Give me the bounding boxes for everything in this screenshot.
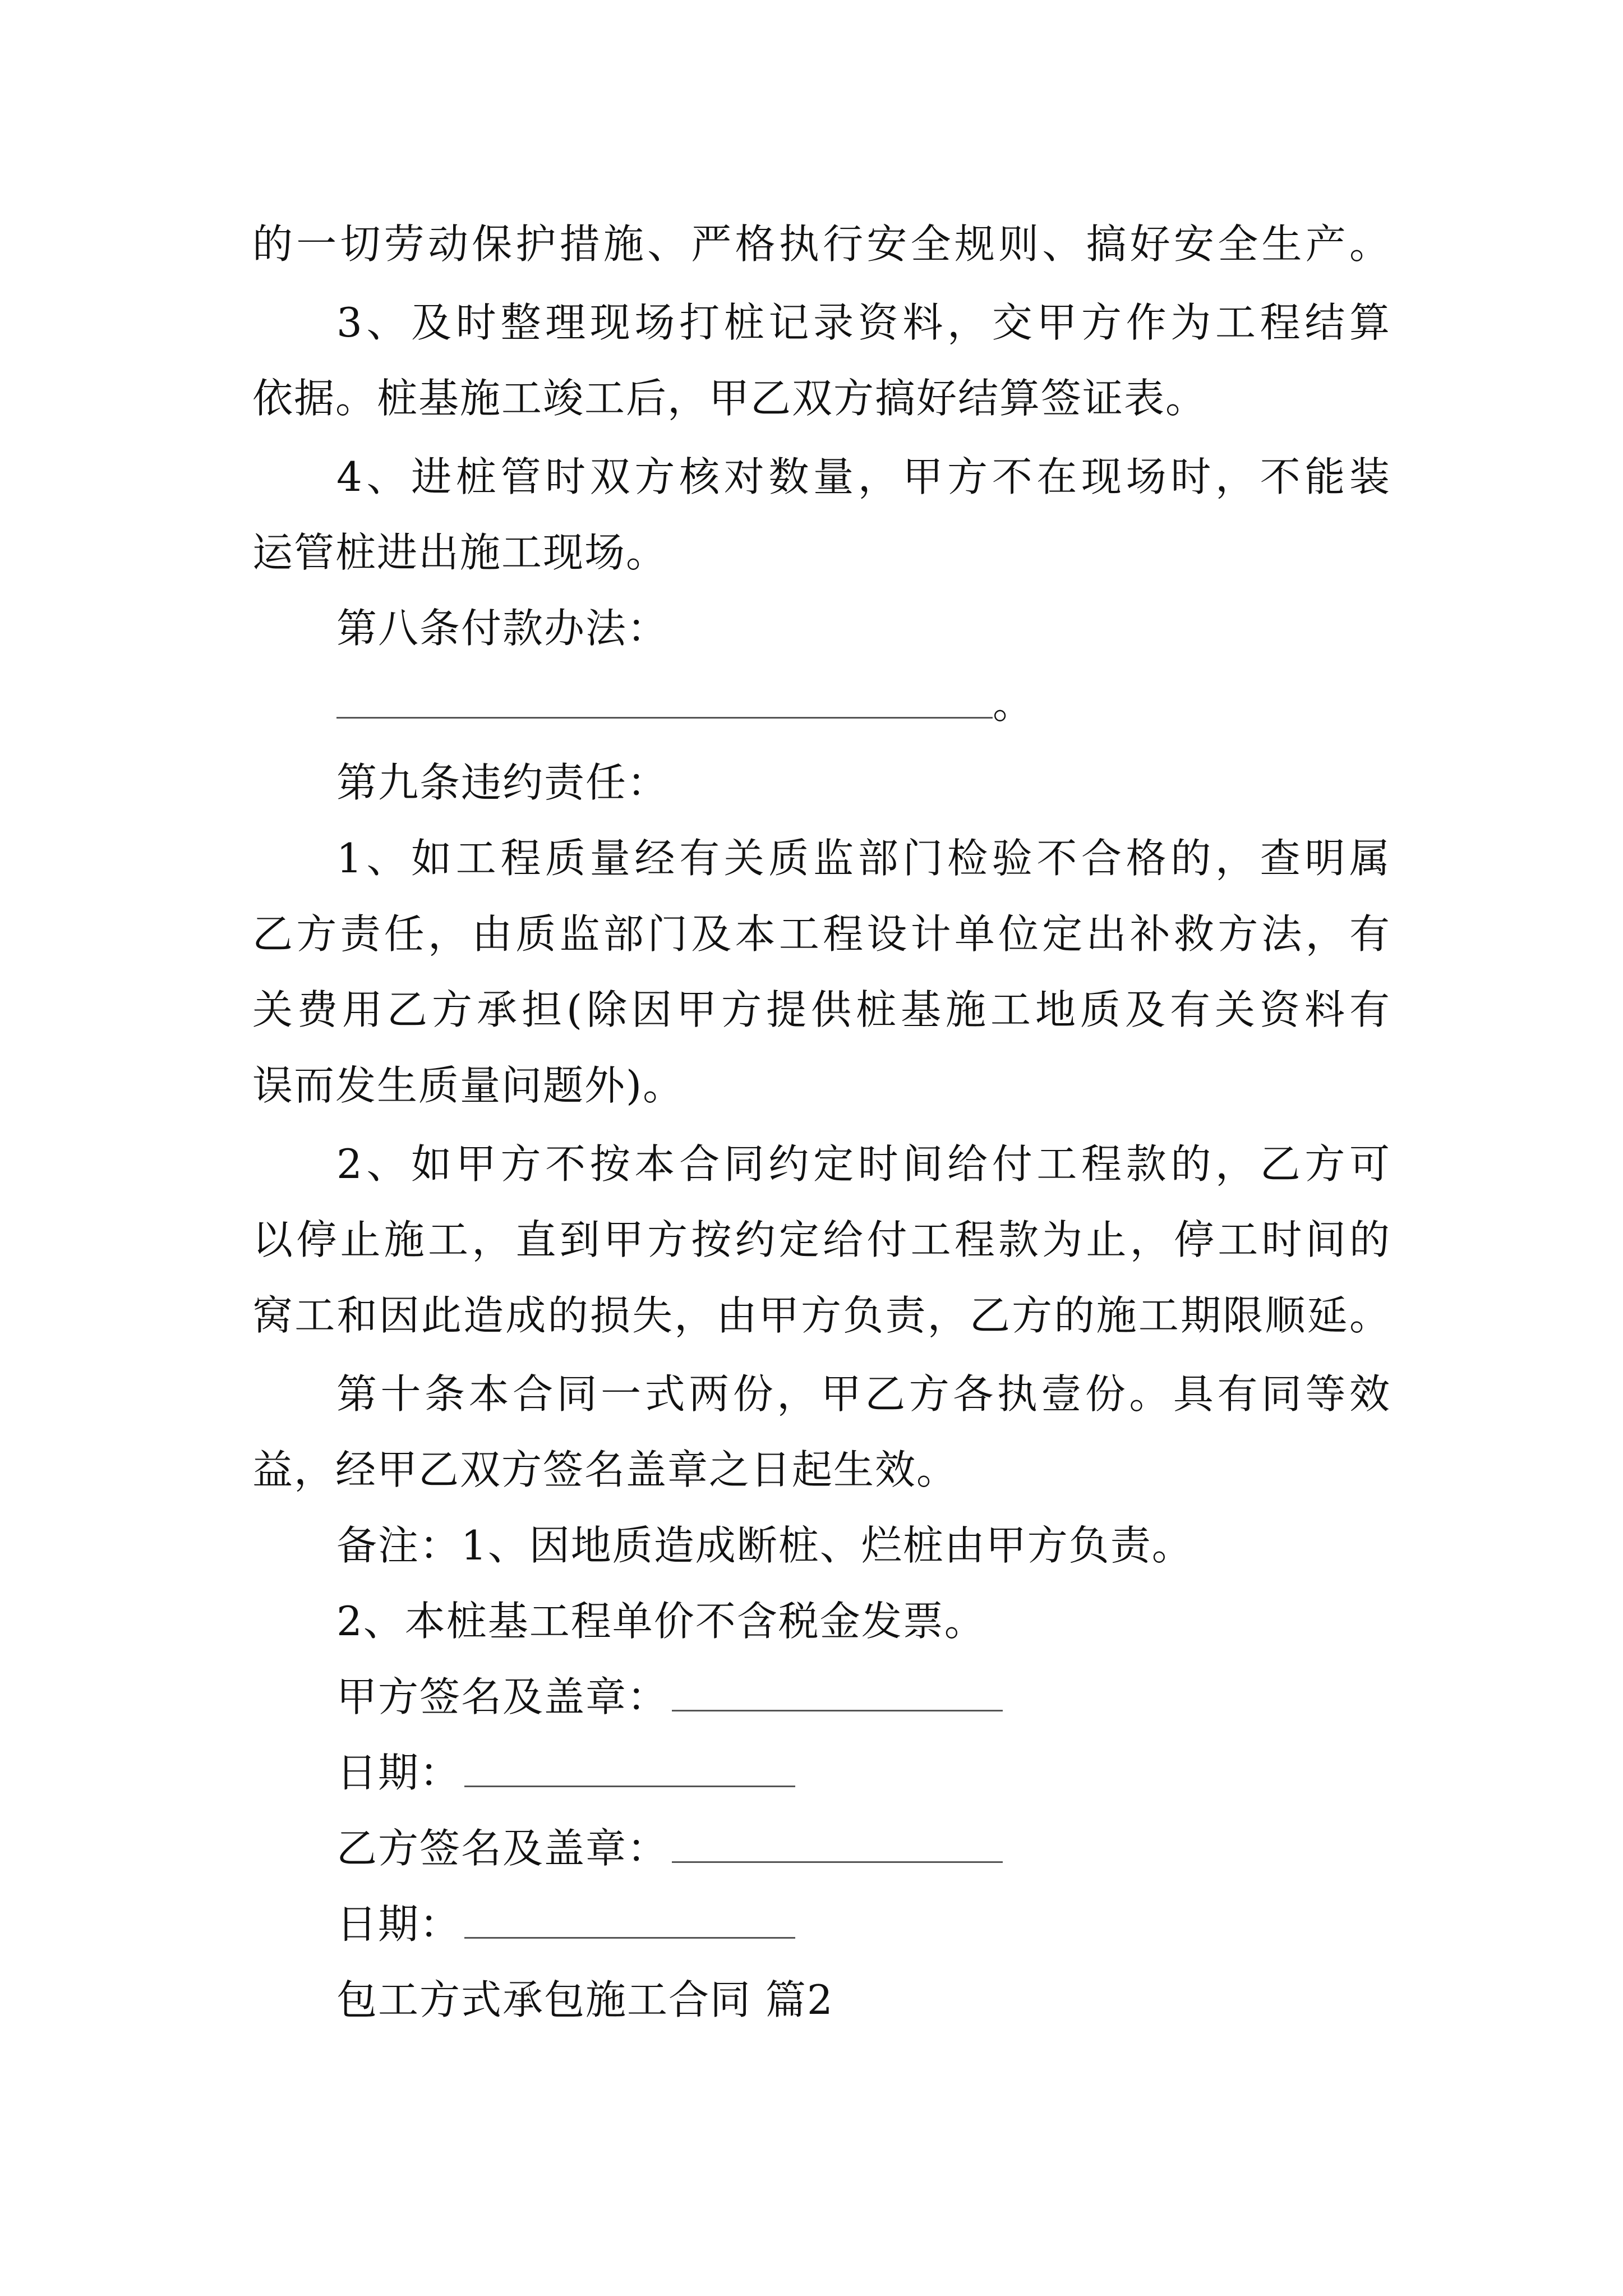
remarks-line: 2、本桩基工程单价不含税金发票。 bbox=[336, 1598, 986, 1645]
text-line: 的一切劳动保护措施、严格执行安全规则、搞好安全生产。 bbox=[252, 220, 1391, 268]
party-a-signature-line bbox=[336, 1666, 1003, 1728]
date-blank bbox=[464, 1742, 795, 1787]
period-mark: 。 bbox=[993, 680, 1035, 728]
text-line: 第十条本合同一式两份，甲乙方各执壹份。具有同等效 bbox=[336, 1370, 1391, 1418]
party-a-signature-label: 甲方签名及盖章： bbox=[336, 1673, 669, 1720]
signature-blank bbox=[672, 1818, 1003, 1863]
party-b-date-line bbox=[336, 1893, 795, 1955]
text-line: 乙方责任，由质监部门及本工程设计单位定出补救方法，有 bbox=[252, 910, 1391, 958]
remarks-line: 备注：1、因地质造成断桩、烂桩由甲方负责。 bbox=[336, 1522, 1193, 1569]
date-label: 日期： bbox=[336, 1749, 462, 1796]
text-line: 以停止施工，直到甲方按约定给付工程款为止，停工时间的 bbox=[252, 1216, 1391, 1263]
payment-blank-line bbox=[336, 673, 1034, 735]
text-line: 1、如工程质量经有关质监部门检验不合格的，查明属 bbox=[336, 835, 1391, 882]
text-line: 关费用乙方承担(除因甲方提供桩基施工地质及有关资料有 bbox=[252, 986, 1391, 1033]
text-line: 4、进桩管时双方核对数量，甲方不在现场时，不能装 bbox=[336, 453, 1391, 500]
text-line: 3、及时整理现场打桩记录资料，交甲方作为工程结算 bbox=[336, 299, 1391, 346]
fill-in-blank bbox=[336, 673, 993, 719]
date-blank bbox=[464, 1893, 795, 1939]
signature-blank bbox=[672, 1666, 1003, 1711]
next-section-title: 包工方式承包施工合同 篇2 bbox=[336, 1976, 834, 2023]
text-line: 运管桩进出施工现场。 bbox=[252, 529, 668, 576]
date-label: 日期： bbox=[336, 1901, 462, 1948]
text-line: 益，经甲乙双方签名盖章之日起生效。 bbox=[252, 1446, 958, 1493]
section-heading-liability: 第九条违约责任： bbox=[336, 759, 669, 806]
party-a-date-line bbox=[336, 1742, 795, 1803]
party-b-signature-label: 乙方签名及盖章： bbox=[336, 1825, 669, 1872]
section-heading-payment: 第八条付款办法： bbox=[336, 605, 669, 652]
text-line: 依据。桩基施工竣工后，甲乙双方搞好结算签证表。 bbox=[252, 375, 1207, 422]
party-b-signature-line bbox=[336, 1818, 1003, 1879]
text-line: 误而发生质量问题外)。 bbox=[252, 1062, 685, 1109]
text-line: 窝工和因此造成的损失，由甲方负责，乙方的施工期限顺延。 bbox=[252, 1292, 1391, 1339]
text-line: 2、如甲方不按本合同约定时间给付工程款的，乙方可 bbox=[336, 1140, 1391, 1188]
